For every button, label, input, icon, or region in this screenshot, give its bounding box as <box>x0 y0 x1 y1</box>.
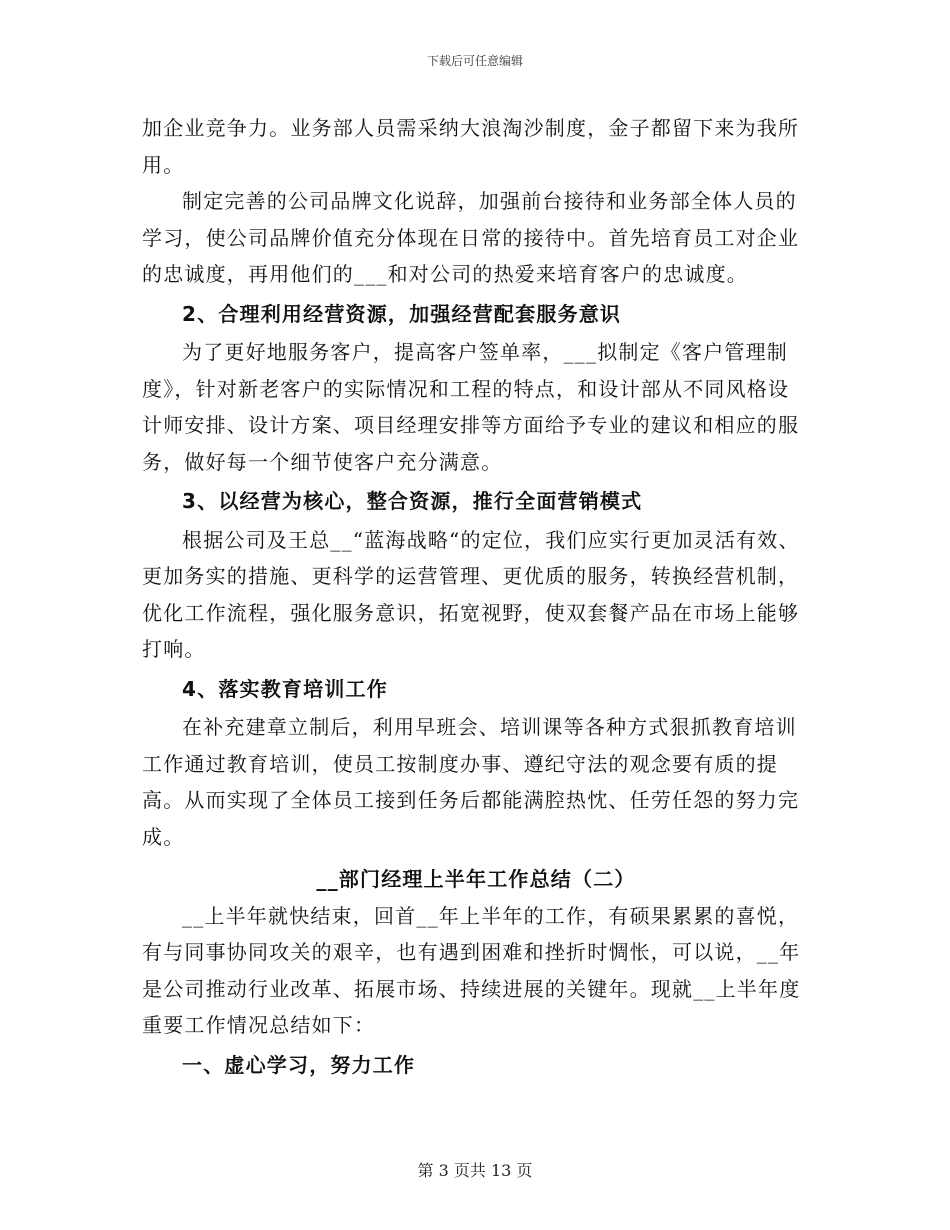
paragraph-3: 为了更好地服务客户，提高客户签单率，___拟制定《客户管理制度》，针对新老客户的实际情况和工程的特点，和设计部从不同风格设计师安排、设计方案、项目经理安排等方面给予专业的建议和相应的服务，做好每一个细节使客户充分满意。 <box>142 340 800 474</box>
page-number-footer: 第 3 页共 13 页 <box>417 1161 533 1180</box>
paragraph-6: __上半年就快结束，回首__年上半年的工作，有硕果累累的喜悦，有与同事协同攻关的艰辛，也有遇到困难和挫折时惆怅，可以说，__年是公司推动行业改革、拓展市场、持续进展的关键年。现就__上半年度重要工作情况总结如下： <box>142 903 801 1037</box>
document-body <box>142 110 810 1085</box>
heading-2: 2、合理利用经营资源，加强经营配套服务意识 <box>182 301 622 326</box>
section-title: __部门经理上半年工作总结（二） <box>316 867 636 891</box>
heading-5: 一、虚心学习，努力工作 <box>182 1052 416 1077</box>
paragraph-1: 加企业竞争力。业务部人员需采纳大浪淘沙制度，金子都留下来为我所用。 <box>142 116 800 177</box>
paragraph-2: 制定完善的公司品牌文化说辞，加强前台接待和业务部全体人员的学习，使公司品牌价值充分体现在日常的接待中。首先培育员工对企业的忠诚度，再用他们的___和对公司的热爱来培育客户的忠诚度。 <box>142 189 800 286</box>
page-header-note: 下载后可任意编辑 <box>426 54 523 68</box>
heading-4: 4、落实教育培训工作 <box>182 676 388 701</box>
heading-3: 3、以经营为核心，整合资源，推行全面营销模式 <box>182 489 643 513</box>
paragraph-5: 在补充建章立制后，利用早班会、培训课等各种方式狠抓教育培训工作通过教育培训，使员工按制度办事、遵纪守法的观念要有质的提高。从而实现了全体员工接到任务后都能满腔热忱、任劳任怨的努力完成。 <box>142 715 800 849</box>
paragraph-4: 根据公司及王总__“蓝海战略“的定位，我们应实行更加灵活有效、更加务实的措施、更科学的运营管理、更优质的服务，转换经营机制，优化工作流程，强化服务意识，拓宽视野，使双套餐产品在市场上能够打响。 <box>142 527 800 661</box>
